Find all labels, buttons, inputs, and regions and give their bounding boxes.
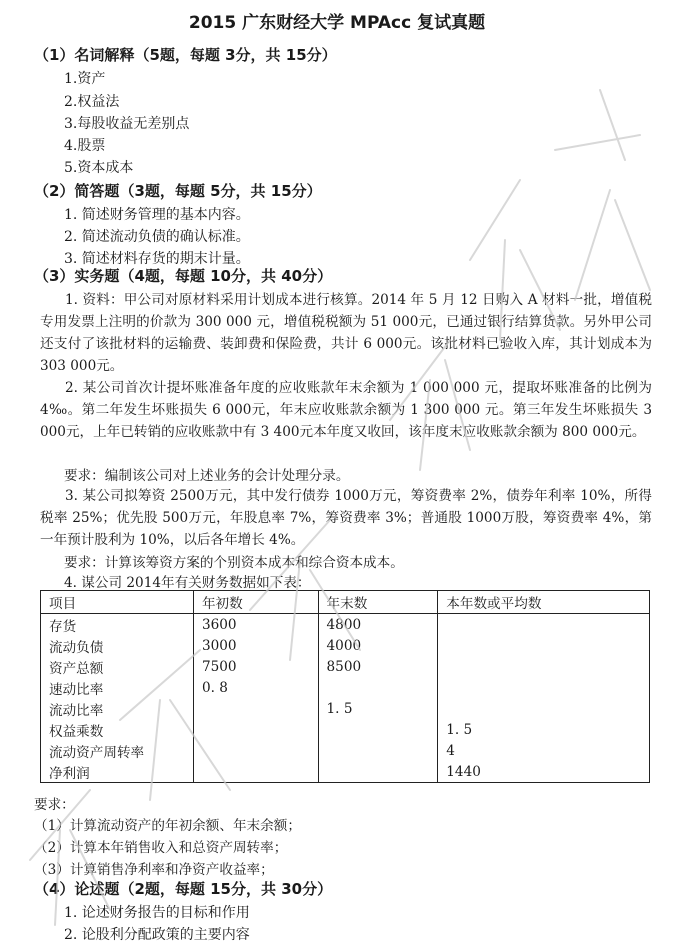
section-3-heading: （3）实务题（4题，每题 10分，共 40分） xyxy=(34,267,333,285)
question-1 xyxy=(40,289,652,377)
table-cell: 流动负债 xyxy=(41,635,194,656)
table-cell xyxy=(318,740,438,761)
table-cell: 权益乘数 xyxy=(41,719,194,740)
table-cell: 1. 5 xyxy=(438,719,650,740)
table-header: 项目 xyxy=(41,591,194,614)
table-cell: 流动资产周转率 xyxy=(41,740,194,761)
table-cell: 1. 5 xyxy=(318,698,438,719)
term-item: 2.权益法 xyxy=(64,94,120,110)
page-title: 2015 广东财经大学 MPAcc 复试真题 xyxy=(188,13,486,33)
table-row xyxy=(41,740,650,761)
question-2-requirement: 要求：编制该公司对上述业务的会计处理分录。 xyxy=(64,468,350,484)
table-header: 年初数 xyxy=(193,591,318,614)
table-row xyxy=(41,698,650,719)
table-cell: 4 xyxy=(438,740,650,761)
section-4-heading: （4）论述题（2题，每题 15分，共 30分） xyxy=(34,880,333,898)
question-2-text: 2. 某公司首次计提坏账准备年度的应收账款年末余额为 1 000 000 元，提取坏账准备的比例为 4‰。第二年发生坏账损失 6 000元，年末应收账款余额为 1 300 000 元。第三年发生坏账损失 3 000元，上年已转销的应收账款中有 3 400元本年度又收回，该年度末应收账款余额为 800 000元。 xyxy=(40,380,652,440)
table-row xyxy=(41,656,650,677)
section-2-heading: （2）简答题（3题，每题 5分，共 15分） xyxy=(34,182,322,200)
table-cell xyxy=(193,698,318,719)
term-item: 5.资本成本 xyxy=(64,160,134,176)
requirement-item: （1）计算流动资产的年初余额、年末余额； xyxy=(34,818,301,834)
term-item: 3.每股收益无差别点 xyxy=(64,116,190,132)
table-cell: 速动比率 xyxy=(41,677,194,698)
table-cell: 8500 xyxy=(318,656,438,677)
table-cell: 流动比率 xyxy=(41,698,194,719)
table-row xyxy=(41,614,650,636)
essay-item: 1. 论述财务报告的目标和作用 xyxy=(64,905,250,921)
table-cell xyxy=(438,635,650,656)
question-3 xyxy=(40,485,652,551)
table-cell: 3600 xyxy=(193,614,318,636)
table-cell: 3000 xyxy=(193,635,318,656)
short-answer-item: 2. 简述流动负债的确认标准。 xyxy=(64,229,250,245)
table-cell: 7500 xyxy=(193,656,318,677)
table-row xyxy=(41,635,650,656)
table-cell: 0. 8 xyxy=(193,677,318,698)
table-cell xyxy=(318,761,438,783)
requirements-heading: 要求： xyxy=(34,797,75,813)
table-cell xyxy=(318,677,438,698)
question-1-text: 1. 资料：甲公司对原材料采用计划成本进行核算。2014 年 5 月 12 日购入 A 材料一批，增值税专用发票上注明的价款为 300 000 元，增值税税额为 51 000元，已通过银行结算货款。另外甲公司还支付了该批材料的运输费、装卸费和保险费，共计 6 000元。该批材料已验收入库，其计划成本为 303 000元。 xyxy=(40,292,652,374)
table-row xyxy=(41,677,650,698)
table-cell xyxy=(318,719,438,740)
table-cell xyxy=(438,656,650,677)
short-answer-item: 1. 简述财务管理的基本内容。 xyxy=(64,207,250,223)
table-cell xyxy=(438,677,650,698)
table-cell xyxy=(193,761,318,783)
table-cell xyxy=(193,719,318,740)
table-header-row xyxy=(41,591,650,614)
table-cell xyxy=(438,614,650,636)
table-cell: 1440 xyxy=(438,761,650,783)
table-cell: 4000 xyxy=(318,635,438,656)
term-item: 4.股票 xyxy=(64,138,106,154)
question-3-text: 3. 某公司拟筹资 2500万元，其中发行债券 1000万元，筹资费率 2%，债券年利率 10%，所得税率 25%；优先股 500万元，年股息率 7%，筹资费率 3%；普通股 1000万股，筹资费率 4%，第一年预计股利为 10%，以后各年增长 4%。 xyxy=(40,488,652,548)
question-4-intro: 4. 谋公司 2014年有关财务数据如下表： xyxy=(64,575,311,591)
table-header: 本年数或平均数 xyxy=(438,591,650,614)
table-cell: 净利润 xyxy=(41,761,194,783)
question-2 xyxy=(40,377,652,443)
table-header: 年末数 xyxy=(318,591,438,614)
table-cell: 资产总额 xyxy=(41,656,194,677)
requirement-item: （3）计算销售净利率和净资产收益率； xyxy=(34,862,274,878)
table-cell xyxy=(438,698,650,719)
table-cell xyxy=(193,740,318,761)
section-1-heading: （1）名词解释（5题，每题 3分，共 15分） xyxy=(34,46,337,64)
financial-data-table xyxy=(40,590,650,783)
table-cell: 4800 xyxy=(318,614,438,636)
short-answer-item: 3. 简述材料存货的期末计量。 xyxy=(64,251,250,267)
table-row xyxy=(41,719,650,740)
question-3-requirement: 要求：计算该筹资方案的个别资本成本和综合资本成本。 xyxy=(64,555,404,571)
term-item: 1.资产 xyxy=(64,71,106,87)
table-cell: 存货 xyxy=(41,614,194,636)
table-row xyxy=(41,761,650,783)
requirement-item: （2）计算本年销售收入和总资产周转率； xyxy=(34,840,288,856)
essay-item: 2. 论股利分配政策的主要内容 xyxy=(64,927,250,943)
